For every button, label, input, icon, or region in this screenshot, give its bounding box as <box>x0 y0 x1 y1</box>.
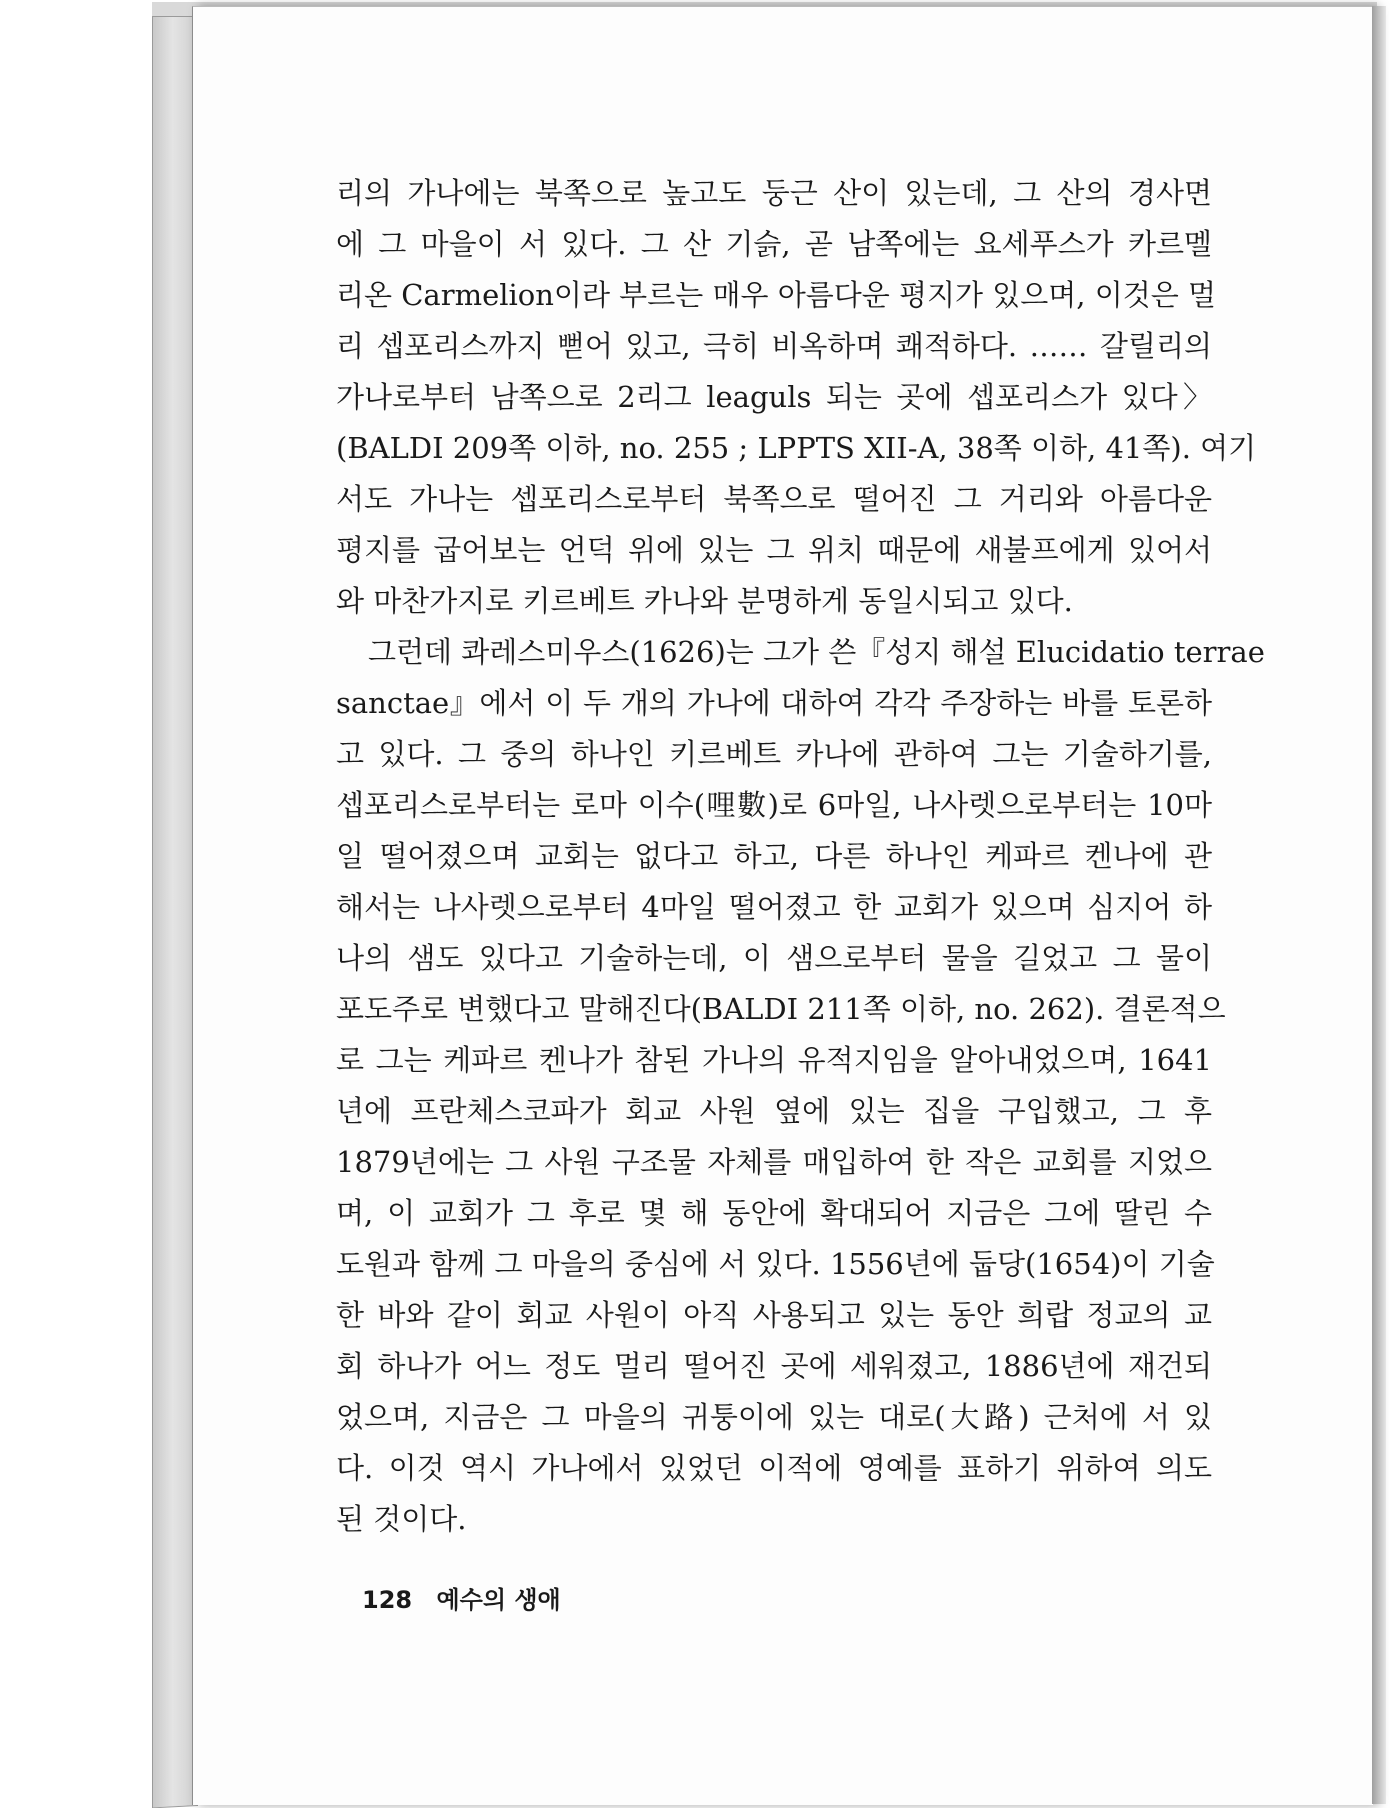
text-line: 리 셉포리스까지 뻗어 있고, 극히 비옥하며 쾌적하다. …… 갈릴리의 <box>336 329 1212 363</box>
text-line: 서도 가나는 셉포리스로부터 북쪽으로 떨어진 그 거리와 아름다운 <box>336 482 1212 516</box>
text-line: 해서는 나사렛으로부터 4마일 떨어졌고 한 교회가 있으며 심지어 하 <box>336 890 1212 924</box>
running-title: 예수의 생애 <box>436 1586 561 1614</box>
text-line: sanctae』에서 이 두 개의 가나에 대하여 각각 주장하는 바를 토론하 <box>336 686 1212 720</box>
text-line: 된 것이다. <box>336 1502 467 1536</box>
text-line: 평지를 굽어보는 언덕 위에 있는 그 위치 때문에 새불프에게 있어서 <box>336 533 1212 567</box>
body-text <box>336 168 1265 1545</box>
text-line: 었으며, 지금은 그 마을의 귀퉁이에 있는 대로(大路) 근처에 서 있 <box>336 1400 1212 1434</box>
text-line: 며, 이 교회가 그 후로 몇 해 동안에 확대되어 지금은 그에 딸린 수 <box>336 1196 1212 1230</box>
page-number: 128 <box>362 1586 413 1614</box>
text-line: 나의 샘도 있다고 기술하는데, 이 샘으로부터 물을 길었고 그 물이 <box>336 941 1212 975</box>
text-line: 와 마찬가지로 키르베트 카나와 분명하게 동일시되고 있다. <box>336 584 1073 618</box>
text-line: 1879년에는 그 사원 구조물 자체를 매입하여 한 작은 교회를 지었으 <box>336 1145 1212 1179</box>
text-line: 리온 Carmelion이라 부르는 매우 아름다운 평지가 있으며, 이것은 멀 <box>336 278 1216 312</box>
text-line: 도원과 함께 그 마을의 중심에 서 있다. 1556년에 둡당(1654)이 기술 <box>336 1247 1215 1281</box>
text-line: (BALDI 209쪽 이하, no. 255 ; LPPTS XII-A, 38쪽 이하, 41쪽). 여기 <box>336 431 1257 465</box>
text-line: 리의 가나에는 북쪽으로 높고도 둥근 산이 있는데, 그 산의 경사면 <box>336 176 1212 210</box>
paragraph-2 <box>336 627 1265 1545</box>
text-line: 셉포리스로부터는 로마 이수(哩數)로 6마일, 나사렛으로부터는 10마 <box>336 788 1212 822</box>
text-line: 일 떨어졌으며 교회는 없다고 하고, 다른 하나인 케파르 켄나에 관 <box>336 839 1212 873</box>
text-line: 한 바와 같이 회교 사원이 아직 사용되고 있는 동안 희랍 정교의 교 <box>336 1298 1212 1332</box>
page-edge-shadow <box>1372 6 1386 1804</box>
text-line: 그런데 콰레스미우스(1626)는 그가 쓴『성지 해설 Elucidatio terrae <box>368 635 1265 669</box>
text-line: 회 하나가 어느 정도 멀리 떨어진 곳에 세워졌고, 1886년에 재건되 <box>336 1349 1212 1383</box>
page-footer <box>362 1580 561 1615</box>
text-line: 가나로부터 남쪽으로 2리그 leaguls 되는 곳에 셉포리스가 있다〉 <box>336 380 1212 414</box>
text-line: 고 있다. 그 중의 하나인 키르베트 카나에 관하여 그는 기술하기를, <box>336 737 1212 771</box>
text-line: 로 그는 케파르 켄나가 참된 가나의 유적지임을 알아내었으며, 1641 <box>336 1043 1212 1077</box>
text-line: 에 그 마을이 서 있다. 그 산 기슭, 곧 남쪽에는 요세푸스가 카르멜 <box>336 227 1212 261</box>
text-line: 다. 이것 역시 가나에서 있었던 이적에 영예를 표하기 위하여 의도 <box>336 1451 1212 1485</box>
text-line: 년에 프란체스코파가 회교 사원 옆에 있는 집을 구입했고, 그 후 <box>336 1094 1212 1128</box>
text-line: 포도주로 변했다고 말해진다(BALDI 211쪽 이하, no. 262). 결론적으 <box>336 992 1226 1026</box>
paragraph-1 <box>336 168 1257 627</box>
